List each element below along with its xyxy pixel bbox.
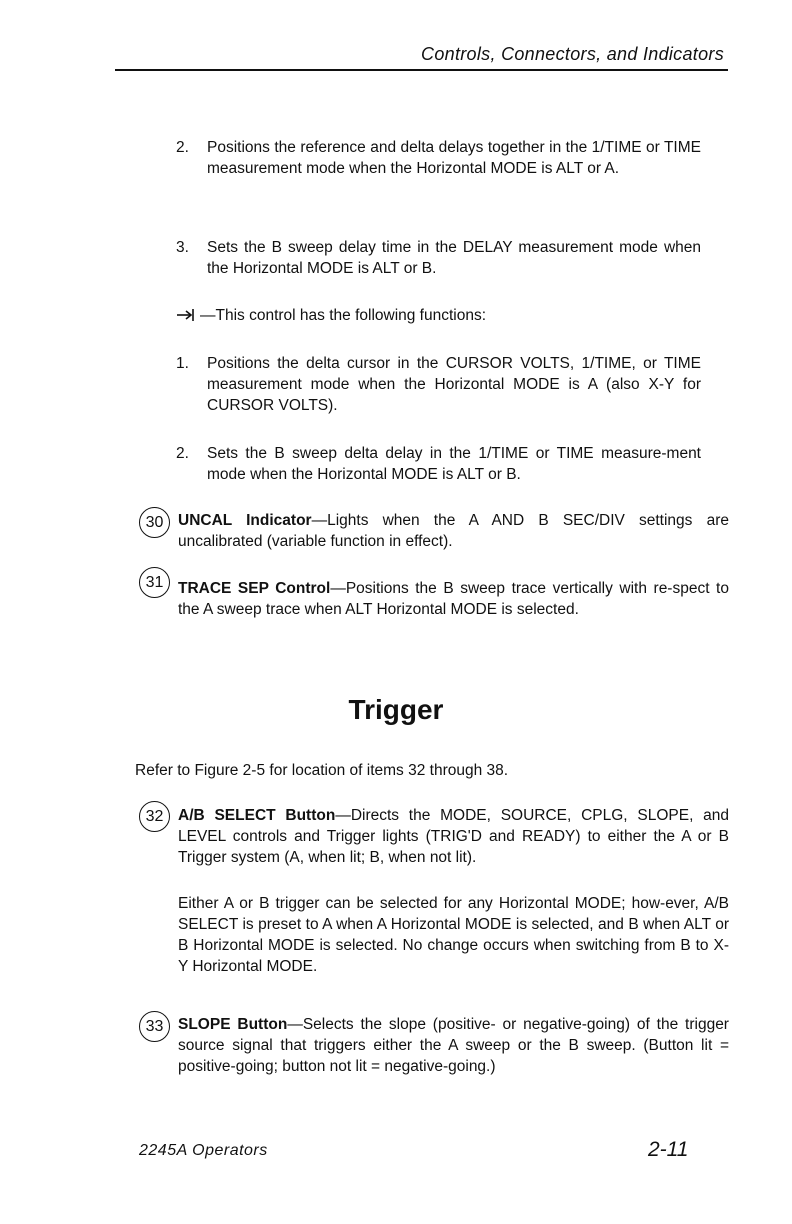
list-number: 3. [176,239,189,256]
item-text: —Selects the slope (positive- or negative-going) of the trigger source signal that triggers either the A sweep or the B sweep. (Button lit = positive-going; button not lit = negative-going.) [178,1016,729,1075]
header-rule [115,69,728,71]
item-32-extra: Either A or B trigger can be selected for any Horizontal MODE; how-ever, A/B SELECT is preset to A when A Horizontal MODE is selected, and B when ALT or B Horizontal MODE is selected. No change occurs when switching from B to X-Y Horizontal MODE. [178,895,729,975]
item-30-description [178,510,729,552]
item-31-description [178,578,729,620]
item-text: —Positions the B sweep trace vertically with re-spect to the A sweep trace when ALT Horizontal MODE is selected. [178,580,729,618]
item-number-circle: 31 [139,567,170,598]
item-text: —Directs the MODE, SOURCE, CPLG, SLOPE, and LEVEL controls and Trigger lights (TRIG'D and READY) to either the A or B Trigger system (A, when lit; B, when not lit). [178,807,730,866]
list-item: Positions the delta cursor in the CURSOR VOLTS, 1/TIME, or TIME measurement mode when the Horizontal MODE is A (also X-Y for CURSOR VOLTS). [207,355,701,414]
list-item: Sets the B sweep delta delay in the 1/TIME or TIME measure-ment mode when the Horizontal MODE is ALT or B. [207,445,701,483]
item-title: A/B SELECT Button [178,807,336,824]
item-32-description [178,805,729,868]
section-heading-trigger: Trigger [348,694,444,725]
item-title: TRACE SEP Control [178,580,331,597]
list-number: 2. [176,139,189,156]
item-number-circle: 33 [139,1011,170,1042]
list-item: Positions the reference and delta delays together in the 1/TIME or TIME measurement mode when the Horizontal MODE is ALT or A. [207,139,701,177]
delta-control-intro: —This control has the following functions: [200,307,487,324]
delta-arrow-icon [176,306,198,322]
list-number: 1. [176,355,189,372]
page-header-title: Controls, Connectors, and Indicators [421,44,724,64]
trigger-intro: Refer to Figure 2-5 for location of items 32 through 38. [135,762,509,779]
item-text: —Lights when the A AND B SEC/DIV settings are uncalibrated (variable function in effect). [178,512,729,550]
list-item: Sets the B sweep delay time in the DELAY measurement mode when the Horizontal MODE is ALT or B. [207,239,701,277]
list-number: 2. [176,445,189,462]
item-number-circle: 32 [139,801,170,832]
footer-manual-title: 2245A Operators [139,1142,268,1159]
item-title: SLOPE Button [178,1016,288,1033]
item-title: UNCAL Indicator [178,512,312,529]
item-number-circle: 30 [139,507,170,538]
footer-page-number: 2-11 [648,1138,689,1161]
item-33-description [178,1014,729,1077]
